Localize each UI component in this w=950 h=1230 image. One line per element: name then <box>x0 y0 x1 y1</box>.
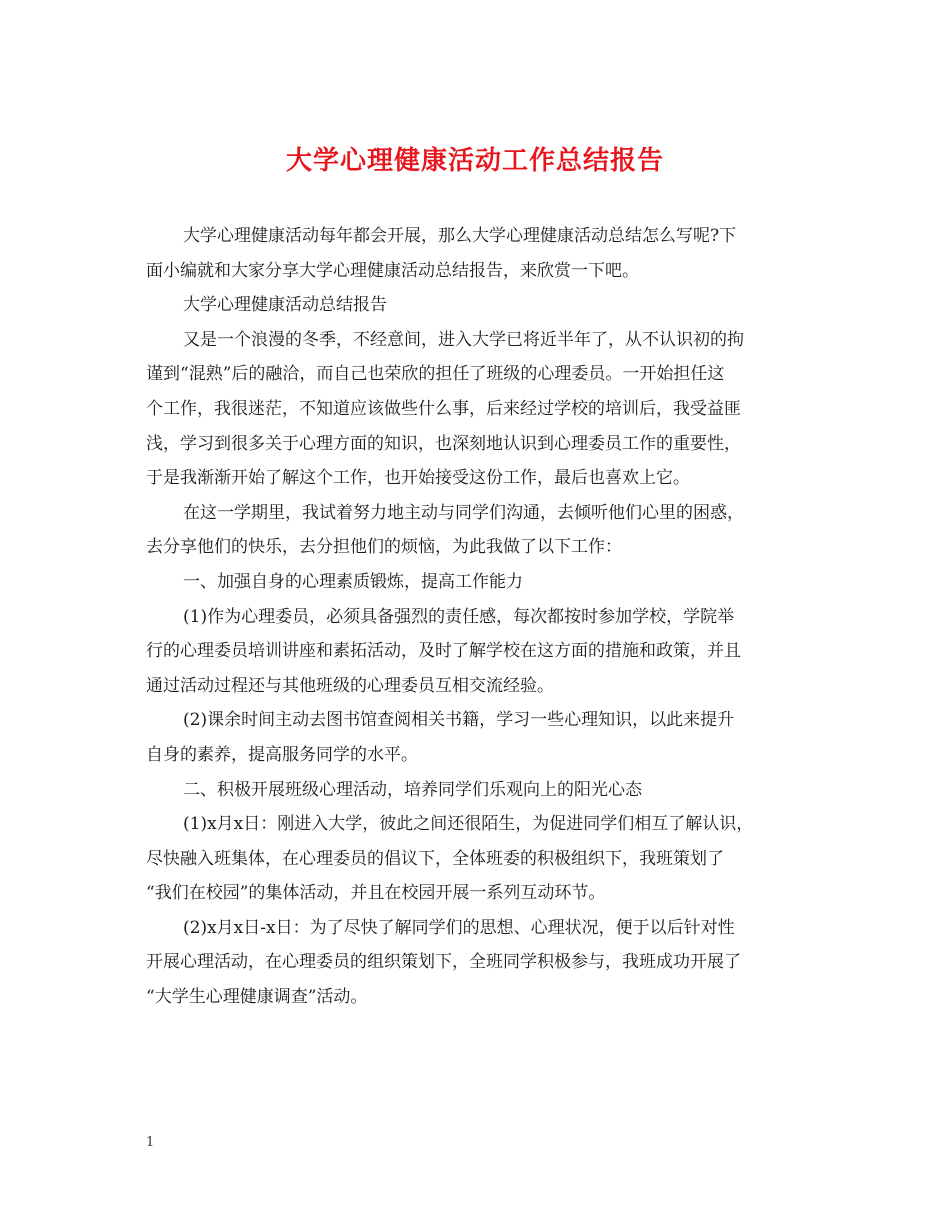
body-line: 通过活动过程还与其他班级的心理委员互相交流经验。 <box>146 675 554 696</box>
body-line: (1)作为心理委员，必须具备强烈的责任感，每次都按时参加学校，学院举 <box>183 606 735 627</box>
body-line: 去分享他们的快乐，去分担他们的烦恼，为此我做了以下工作： <box>146 537 622 558</box>
body-line: 开展心理活动，在心理委员的组织策划下，全班同学积极参与，我班成功开展了 <box>146 952 741 973</box>
body-line: 大学心理健康活动每年都会开展，那么大学心理健康活动总结怎么写呢?下 <box>183 226 737 246</box>
body-line: 大学心理健康活动总结报告 <box>183 295 387 316</box>
body-line: “我们在校园”的集体活动，并且在校园开展一系列互动环节。 <box>146 883 606 904</box>
body-line: “大学生心理健康调查”活动。 <box>146 987 368 1008</box>
body-line: 二、积极开展班级心理活动，培养同学们乐观向上的阳光心态 <box>183 779 642 800</box>
body-line: 谨到“混熟”后的融洽，而自己也荣欣的担任了班级的心理委员。一开始担任这 <box>146 364 725 385</box>
body-line: 一、加强自身的心理素质锻炼，提高工作能力 <box>183 571 523 592</box>
body-line: (2)课余时间主动去图书馆查阅相关书籍，学习一些心理知识，以此来提升 <box>183 710 735 731</box>
document-body <box>146 219 814 1015</box>
body-line: 于是我渐渐开始了解这个工作，也开始接受这份工作，最后也喜欢上它。 <box>146 468 690 489</box>
document-title: 大学心理健康活动工作总结报告 <box>285 146 664 176</box>
body-line: 尽快融入班集体，在心理委员的倡议下，全体班委的积极组织下，我班策划了 <box>146 848 724 869</box>
body-line: 个工作，我很迷茫，不知道应该做些什么事，后来经过学校的培训后，我受益匪 <box>146 398 741 419</box>
body-line: 自身的素养，提高服务同学的水平。 <box>146 744 418 765</box>
body-line: 面小编就和大家分享大学心理健康活动总结报告，来欣赏一下吧。 <box>146 260 639 281</box>
body-line: 浅，学习到很多关于心理方面的知识，也深刻地认识到心理委员工作的重要性， <box>146 433 741 454</box>
body-line: (2)x月x日-x日：为了尽快了解同学们的思想、心理状况，便于以后针对性 <box>183 917 735 938</box>
body-line: 又是一个浪漫的冬季，不经意间，进入大学已将近半年了，从不认识初的拘 <box>183 329 744 350</box>
body-line: 在这一学期里，我试着努力地主动与同学们沟通，去倾听他们心里的困惑， <box>183 502 744 523</box>
body-line: (1)x月x日：刚进入大学，彼此之间还很陌生，为促进同学们相互了解认识， <box>183 814 754 835</box>
body-line: 行的心理委员培训讲座和素拓活动，及时了解学校在这方面的措施和政策，并且 <box>146 641 741 662</box>
page-number: 1 <box>146 1135 155 1150</box>
